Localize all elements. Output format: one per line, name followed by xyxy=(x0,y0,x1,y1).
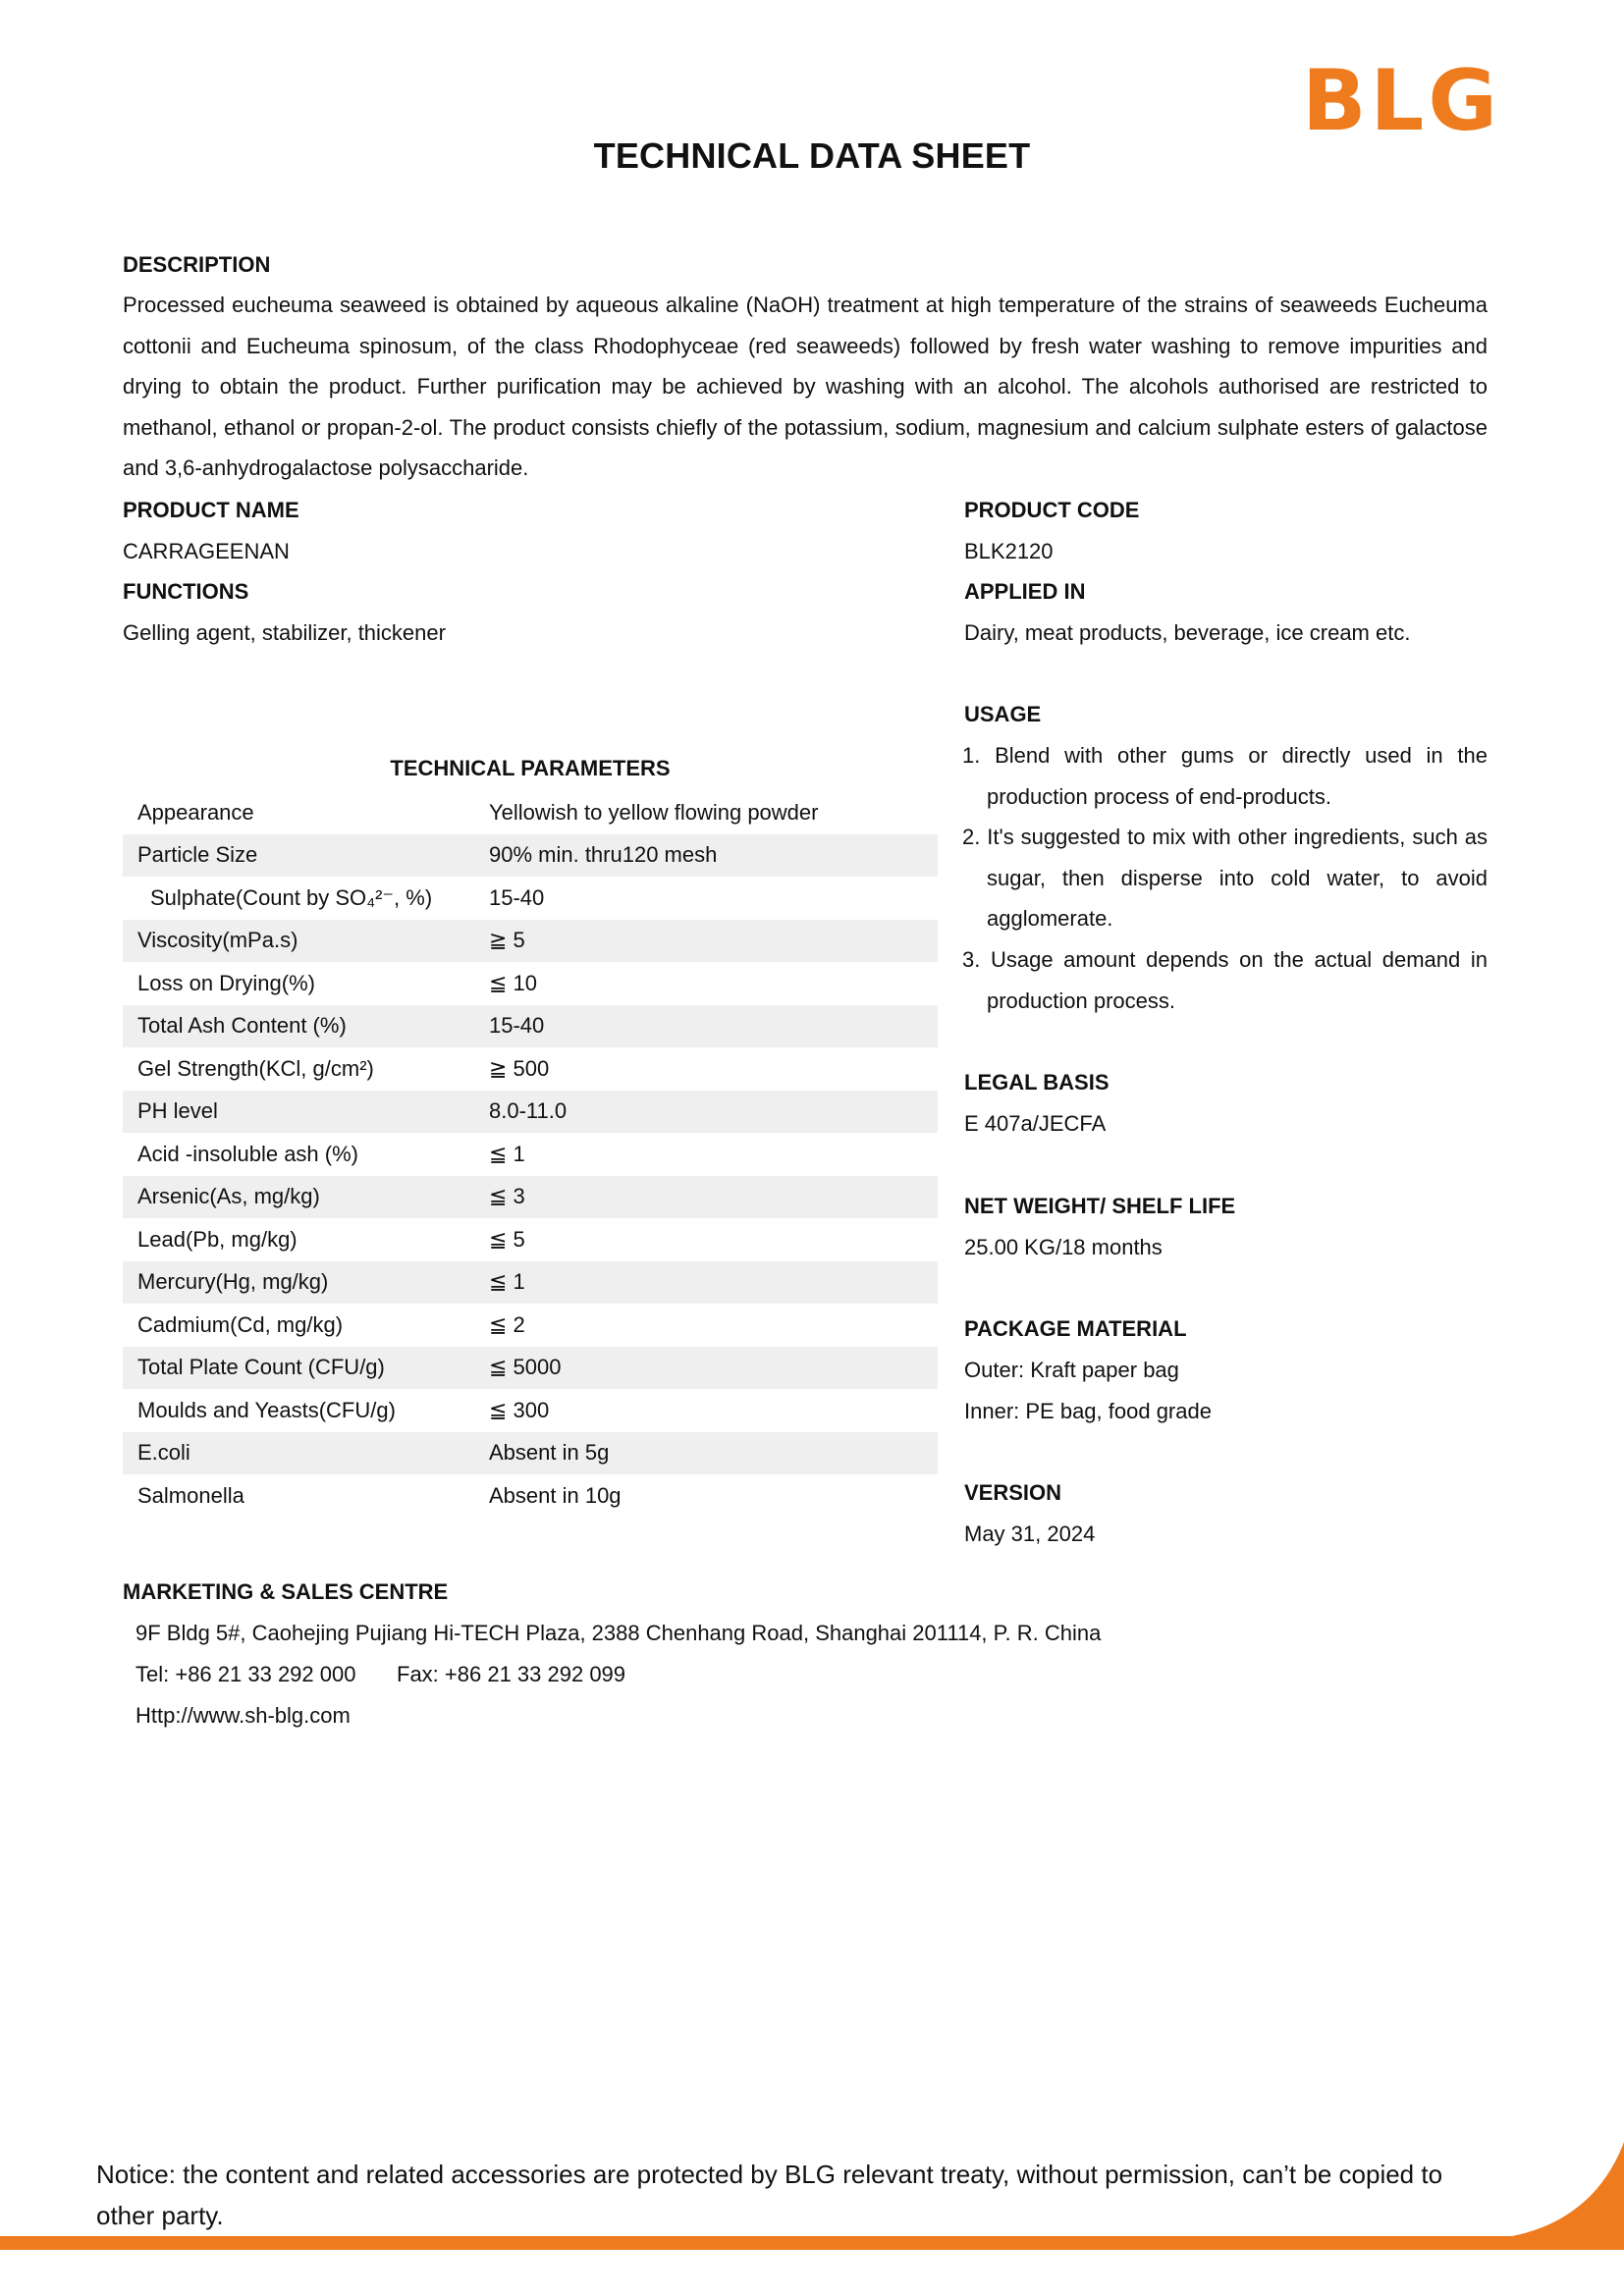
legal-basis-heading: LEGAL BASIS xyxy=(964,1070,1110,1095)
param-name: Viscosity(mPa.s) xyxy=(137,928,298,953)
param-value: ≦ 2 xyxy=(489,1311,525,1337)
param-name: Sulphate(Count by SO₄²⁻, %) xyxy=(150,884,433,910)
package-heading: PACKAGE MATERIAL xyxy=(964,1316,1187,1341)
usage-heading: USAGE xyxy=(964,702,1042,726)
param-value: ≧ 5 xyxy=(489,928,525,953)
param-row xyxy=(123,1389,938,1432)
param-row xyxy=(123,1005,938,1048)
technical-parameters-heading: TECHNICAL PARAMETERS xyxy=(390,756,671,780)
param-name: Mercury(Hg, mg/kg) xyxy=(137,1269,329,1295)
param-value: ≦ 1 xyxy=(489,1141,525,1166)
package-inner: Inner: PE bag, food grade xyxy=(964,1399,1212,1423)
param-name: Arsenic(As, mg/kg) xyxy=(137,1184,320,1209)
functions-heading: FUNCTIONS xyxy=(123,579,249,604)
param-value: Absent in 10g xyxy=(489,1482,622,1508)
param-value: ≦ 300 xyxy=(489,1397,550,1422)
version-heading: VERSION xyxy=(964,1480,1062,1505)
contact-tel: Tel: +86 21 33 292 000 xyxy=(135,1662,356,1686)
legal-basis-value: E 407a/JECFA xyxy=(964,1111,1107,1136)
param-row xyxy=(123,1347,938,1390)
param-value: ≦ 5000 xyxy=(489,1355,562,1380)
param-value: 90% min. thru120 mesh xyxy=(489,842,718,868)
page-title: TECHNICAL DATA SHEET xyxy=(593,135,1031,176)
param-value: ≧ 500 xyxy=(489,1055,550,1081)
param-name: E.coli xyxy=(137,1440,190,1466)
param-name: Moulds and Yeasts(CFU/g) xyxy=(137,1397,396,1422)
param-row xyxy=(123,1261,938,1305)
param-row xyxy=(123,1474,938,1518)
product-code-heading: PRODUCT CODE xyxy=(964,498,1140,522)
net-weight-value: 25.00 KG/18 months xyxy=(964,1235,1163,1259)
param-name: Salmonella xyxy=(137,1482,244,1508)
applied-in-value: Dairy, meat products, beverage, ice cream etc. xyxy=(964,620,1411,645)
description-heading: DESCRIPTION xyxy=(123,252,271,277)
param-value: Absent in 5g xyxy=(489,1440,610,1466)
param-name: Lead(Pb, mg/kg) xyxy=(137,1226,298,1252)
param-row xyxy=(123,962,938,1005)
param-row xyxy=(123,1176,938,1219)
param-row xyxy=(123,920,938,963)
applied-in-heading: APPLIED IN xyxy=(964,579,1086,604)
contact-website[interactable]: Http://www.sh-blg.com xyxy=(135,1703,351,1728)
param-name: Gel Strength(KCl, g/cm²) xyxy=(137,1055,374,1081)
corner-swoosh-graphic xyxy=(1512,2140,1624,2250)
contact-address: 9F Bldg 5#, Caohejing Pujiang Hi-TECH Plaza, 2388 Chenhang Road, Shanghai 201114, P. R. China xyxy=(135,1621,1102,1645)
contact-fax: Fax: +86 21 33 292 099 xyxy=(397,1662,626,1686)
technical-parameters-table xyxy=(123,791,938,1518)
param-row xyxy=(123,834,938,878)
param-row xyxy=(123,1047,938,1091)
net-weight-heading: NET WEIGHT/ SHELF LIFE xyxy=(964,1194,1236,1218)
version-value: May 31, 2024 xyxy=(964,1522,1096,1546)
param-name: Particle Size xyxy=(137,842,258,868)
param-name: Total Ash Content (%) xyxy=(137,1013,347,1039)
product-name-heading: PRODUCT NAME xyxy=(123,498,299,522)
param-name: Cadmium(Cd, mg/kg) xyxy=(137,1311,344,1337)
usage-item: 2. It's suggested to mix with other ingredients, such as sugar, then disperse into cold water, to avoid agglomerate. xyxy=(962,825,1488,932)
param-value: 15-40 xyxy=(489,1013,545,1039)
param-value: 8.0-11.0 xyxy=(489,1098,568,1124)
product-code-value: BLK2120 xyxy=(964,539,1054,563)
usage-item: 1. Blend with other gums or directly used in the production process of end-products. xyxy=(962,743,1488,809)
param-row xyxy=(123,1133,938,1176)
param-row xyxy=(123,1218,938,1261)
usage-list xyxy=(962,735,1488,1021)
param-value: ≦ 5 xyxy=(489,1226,525,1252)
param-row xyxy=(123,877,938,920)
param-value: ≦ 1 xyxy=(489,1269,525,1295)
param-row xyxy=(123,1091,938,1134)
contact-heading: MARKETING & SALES CENTRE xyxy=(123,1579,449,1604)
param-value: ≦ 3 xyxy=(489,1184,525,1209)
param-name: Total Plate Count (CFU/g) xyxy=(137,1355,385,1380)
package-outer: Outer: Kraft paper bag xyxy=(964,1358,1179,1382)
param-value: ≦ 10 xyxy=(489,970,538,995)
functions-value: Gelling agent, stabilizer, thickener xyxy=(123,620,446,645)
copyright-notice: Notice: the content and related accessories are protected by BLG relevant treaty, without permission, can’t be copied to other party. xyxy=(96,2160,1443,2230)
param-name: PH level xyxy=(137,1098,218,1124)
usage-item: 3. Usage amount depends on the actual demand in production process. xyxy=(962,946,1488,1013)
param-row xyxy=(123,791,938,834)
param-row xyxy=(123,1304,938,1347)
param-row xyxy=(123,1432,938,1475)
footer-bar xyxy=(0,2236,1624,2250)
description-text: Processed eucheuma seaweed is obtained by aqueous alkaline (NaOH) treatment at high temperature of the strains of seaweeds Eucheuma cottonii and Eucheuma spinosum, of the class Rhodophyceae (red seaweeds) followed by fresh water washing to remove impurities and drying to obtain the product. Further purification may be achieved by washing with an alcohol. The alcohols authorised are restricted to methanol, ethanol or propan-2-ol. The product consists chiefly of the potassium, sodium, magnesium and calcium sulphate esters of galactose and 3,6-anhydrogalactose polysaccharide. xyxy=(123,293,1488,481)
blg-logo: BLG xyxy=(1302,52,1501,150)
param-value: 15-40 xyxy=(489,884,545,910)
param-name: Acid -insoluble ash (%) xyxy=(137,1141,358,1166)
param-name: Appearance xyxy=(137,799,254,825)
param-value: Yellowish to yellow flowing powder xyxy=(489,799,819,825)
product-name-value: CARRAGEENAN xyxy=(123,539,290,563)
param-name: Loss on Drying(%) xyxy=(137,970,315,995)
